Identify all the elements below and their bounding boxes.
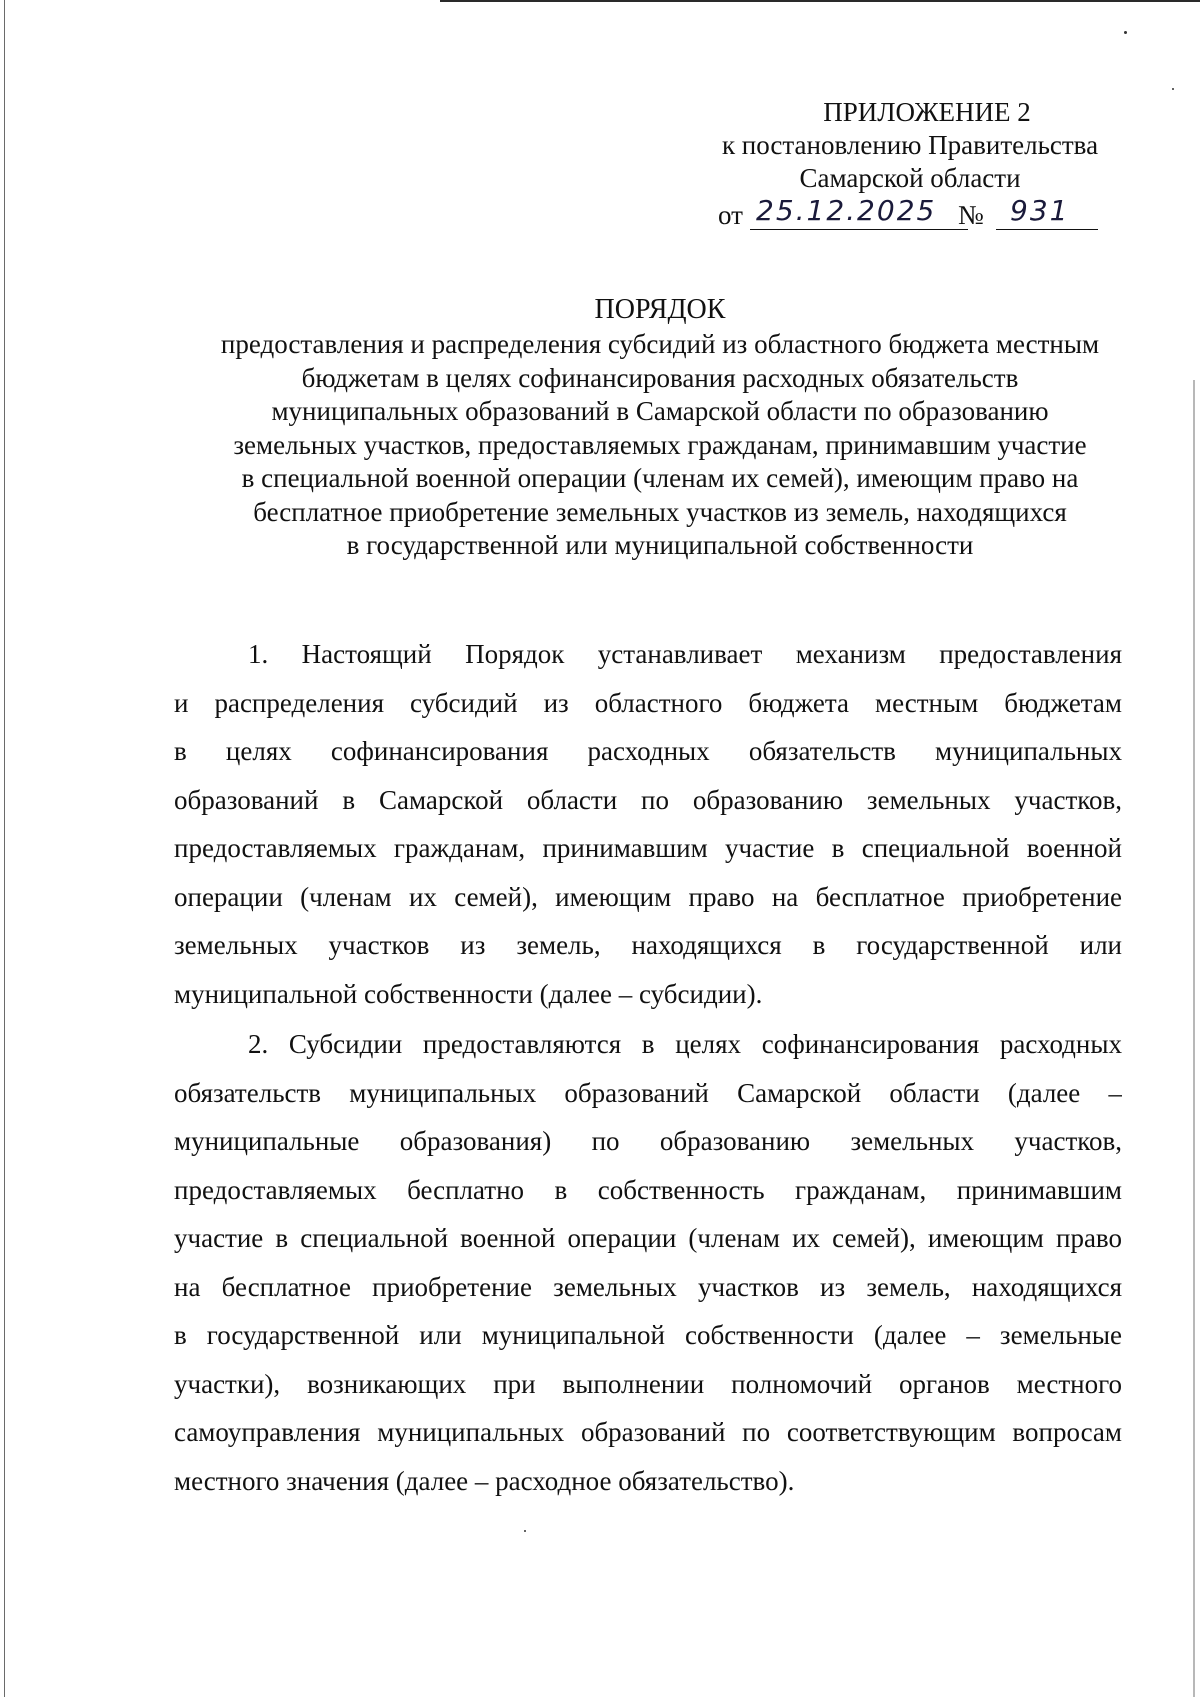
document-title: ПОРЯДОК <box>594 294 726 325</box>
subtitle-line: земельных участков, предоставляемых гражданам, принимавшим участие <box>233 429 1087 460</box>
paragraph-line: на бесплатное приобретение земельных участков из земель, находящихся <box>174 1271 1122 1302</box>
decree-date-handwritten: 25.12.2025 <box>756 194 937 227</box>
subtitle-line: в государственной или муниципальной собственности <box>346 530 974 560</box>
paragraph-line: участки), возникающих при выполнении полномочий органов местного <box>174 1368 1122 1399</box>
paragraph-2 <box>174 1020 1122 1505</box>
paragraph-line: предоставляемых бесплатно в собственность гражданам, принимавшим <box>174 1174 1122 1205</box>
scan-speck <box>524 1530 526 1532</box>
paragraph-line: участие в специальной военной операции (членам их семей), имеющим право <box>174 1223 1122 1253</box>
subtitle-line: бюджетам в целях софинансирования расходных обязательств <box>301 362 1019 393</box>
appendix-title: ПРИЛОЖЕНИЕ 2 <box>823 97 1031 127</box>
paragraph-line: земельных участков из земель, находящихся в государственной или <box>174 930 1122 960</box>
paragraph-line: образований в Самарской области по образованию земельных участков, <box>174 784 1122 815</box>
paragraph-line: и распределения субсидий из областного бюджета местным бюджетам <box>174 687 1122 718</box>
subtitle-line: бесплатное приобретение земельных участков из земель, находящихся <box>253 496 1067 527</box>
scan-speck <box>1124 31 1127 34</box>
subtitle-line: муниципальных образований в Самарской области по образованию <box>271 396 1049 426</box>
paragraph-line: обязательств муниципальных образований Самарской области (далее – <box>174 1077 1122 1108</box>
scan-top-rule <box>440 0 1200 2</box>
scan-speck <box>1172 88 1174 90</box>
paragraph-line: предоставляемых гражданам, принимавшим участие в специальной военной <box>174 833 1122 863</box>
decree-number-field <box>996 195 1098 230</box>
paragraph-line: в целях софинансирования расходных обязательств муниципальных <box>174 736 1122 766</box>
paragraph-line: 1. Настоящий Порядок устанавливает механизм предоставления <box>248 639 1122 669</box>
paragraph-line: 2. Субсидии предоставляются в целях софинансирования расходных <box>248 1029 1122 1059</box>
document-subtitle <box>140 328 1180 563</box>
subtitle-line: в специальной военной операции (членам их семей), имеющим право на <box>241 463 1079 493</box>
paragraph-line: муниципальные образования) по образованию земельных участков, <box>174 1126 1122 1156</box>
appendix-region: Самарской области <box>799 163 1021 193</box>
paragraph-line: операции (членам их семей), имеющим право на бесплатное приобретение <box>174 881 1122 912</box>
paragraph-line: муниципальной собственности (далее – субсидии). <box>174 978 763 1009</box>
scan-left-edge <box>4 0 5 1697</box>
appendix-header <box>640 96 1180 195</box>
paragraph-1 <box>174 630 1122 1018</box>
number-label: № <box>958 200 984 230</box>
paragraph-line: самоуправления муниципальных образований по соответствующим вопросам <box>174 1417 1122 1447</box>
decree-date-number <box>718 195 1108 235</box>
from-label: от <box>718 200 743 230</box>
appendix-reference: к постановлению Правительства <box>721 130 1099 160</box>
paragraph-line: местного значения (далее – расходное обязательство). <box>174 1465 795 1496</box>
scan-right-edge <box>1193 380 1195 1697</box>
paragraph-line: в государственной или муниципальной собственности (далее – земельные <box>174 1320 1122 1350</box>
decree-date-field <box>750 195 968 230</box>
decree-number-handwritten: 931 <box>1010 194 1070 227</box>
subtitle-line: предоставления и распределения субсидий из областного бюджета местным <box>220 329 1100 359</box>
